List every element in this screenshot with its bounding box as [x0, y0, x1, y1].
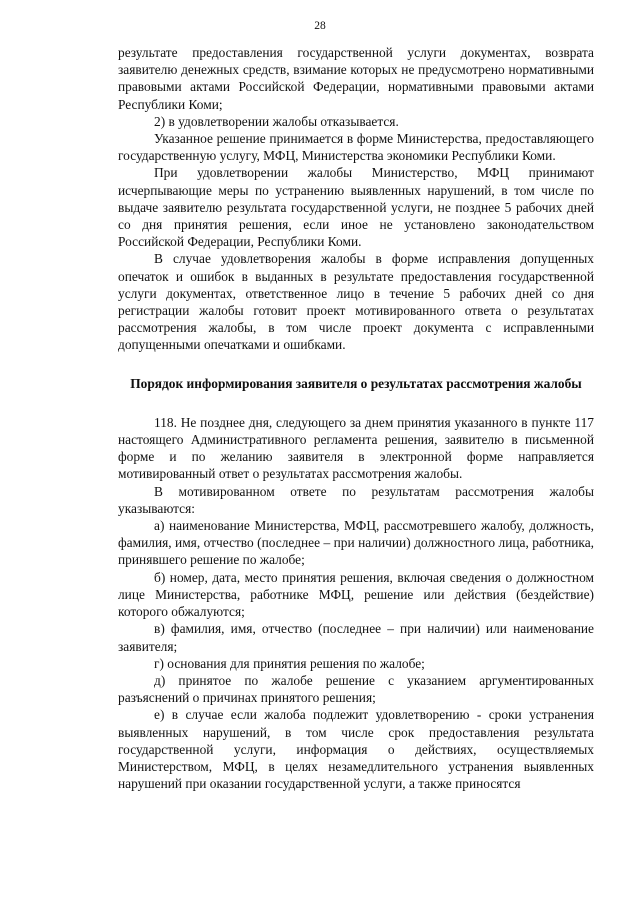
- list-item: г) основания для принятия решения по жалобе;: [154, 655, 425, 671]
- paragraph: результате предоставления государственной услуги документах, возврата заявителю денежных средств, взимание которых не предусмотрено нормативными правовыми актами Российской Федерации, нормативными правовыми актами Республики Коми;: [118, 45, 594, 112]
- page-content: [118, 44, 594, 792]
- list-item: д) принятое по жалобе решение с указанием аргументированных разъяснений о причинах принятого решения;: [118, 672, 594, 706]
- list-item: б) номер, дата, место принятия решения, включая сведения о должностном лице Министерства, работнике МФЦ, решение или действия (бездействие) которого обжалуются;: [118, 569, 594, 620]
- paragraph: 2) в удовлетворении жалобы отказывается.: [154, 113, 399, 129]
- paragraph: В случае удовлетворения жалобы в форме исправления допущенных опечаток и ошибок в выданных в результате предоставления государственной услуги документах, ответственное лицо в течение 5 рабочих дней со дня регистрации жалобы готовит проект мотивированного ответа о результатах рассмотрения жалобы, в том числе проект документа с исправленными допущенными опечатками и ошибками.: [118, 251, 594, 353]
- list-item: а) наименование Министерства, МФЦ, рассмотревшего жалобу, должность, фамилия, имя, отчество (последнее – при наличии) должностного лица, работника, принявшего решение по жалобе;: [118, 518, 594, 568]
- section-heading: Порядок информирования заявителя о результатах рассмотрения жалобы: [130, 375, 582, 391]
- paragraph: Указанное решение принимается в форме Министерства, предоставляющего государственную услугу, МФЦ, Министерства экономики Республики Коми.: [118, 131, 594, 164]
- list-item: в) фамилия, имя, отчество (последнее – при наличии) или наименование заявителя;: [118, 621, 594, 654]
- list-item: е) в случае если жалоба подлежит удовлетворению - сроки устранения выявленных нарушений, в том числе срок предоставления результата государственной услуги, информация о действиях, осуществляемых Министерством, МФЦ, в целях незамедлительного устранения выявленных нарушений при оказании государственной услуги, а также приносятся: [118, 707, 594, 792]
- paragraph: 118. Не позднее дня, следующего за днем принятия указанного в пункте 117 настоящего Административного регламента решения, заявителю в письменной форме и по желанию заявителя в электронной форме направляется мотивированный ответ о результатах рассмотрения жалобы.: [118, 414, 594, 482]
- paragraph: При удовлетворении жалобы Министерство, МФЦ принимают исчерпывающие меры по устранению выявленных нарушений, в том числе по выдаче заявителю результата государственной услуги, не позднее 5 рабочих дней со дня принятия решения, если иное не установлено законодательством Российской Федерации, Республики Коми.: [118, 165, 594, 250]
- paragraph: В мотивированном ответе по результатам рассмотрения жалобы указываются:: [118, 483, 594, 516]
- page-number: 28: [314, 20, 326, 32]
